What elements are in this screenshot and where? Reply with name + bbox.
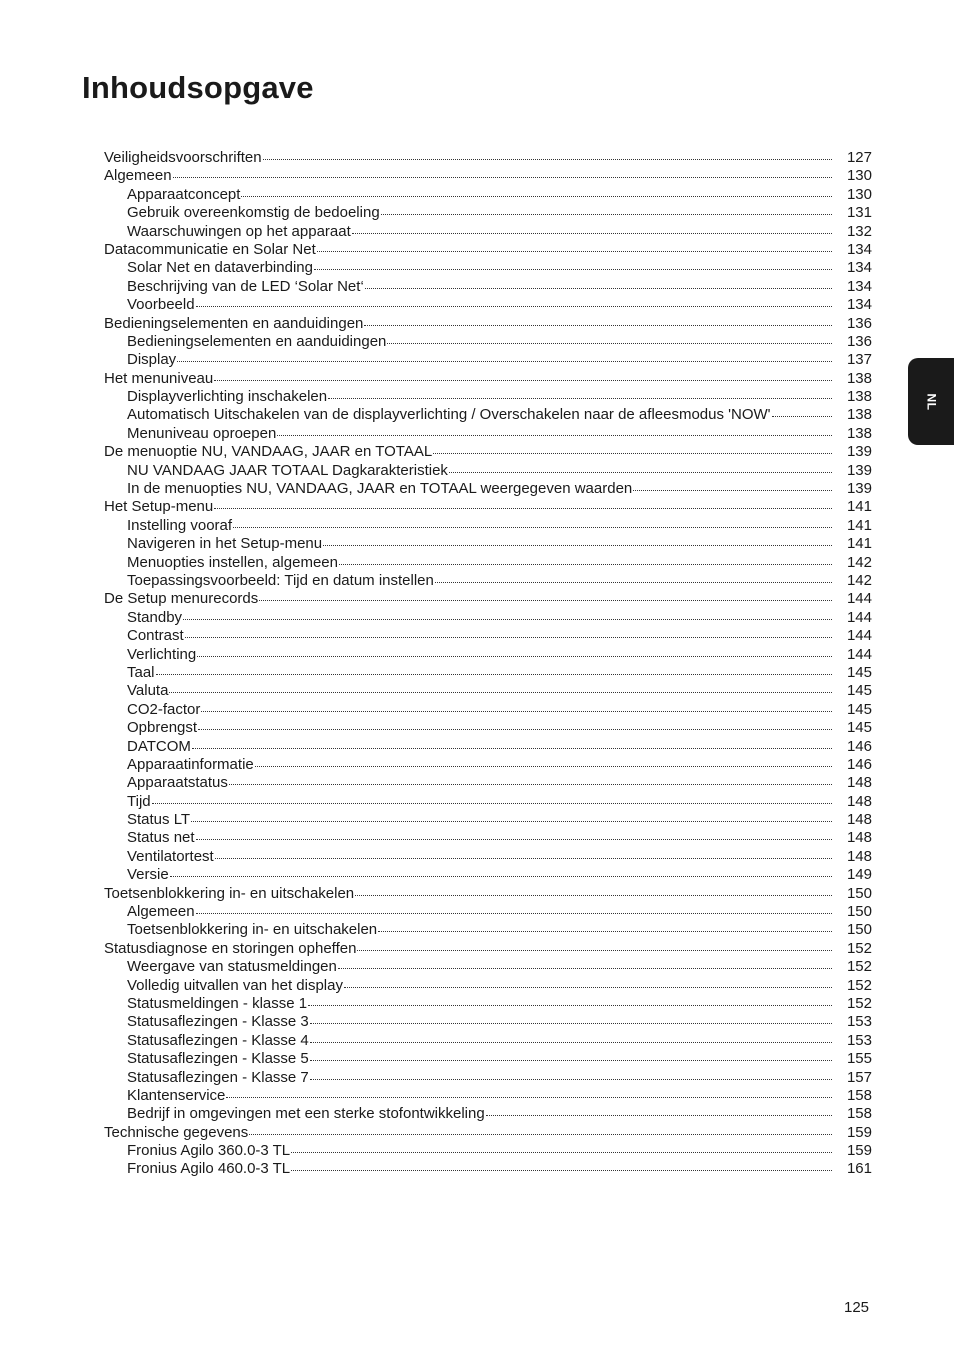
toc-entry-page: 138	[846, 369, 872, 387]
toc-entry-label: Menuniveau oproepen	[127, 424, 277, 442]
toc-entry-label: Het menuniveau	[104, 369, 214, 387]
toc-entry-label: Technische gegevens	[104, 1123, 249, 1141]
toc-subentry[interactable]	[104, 774, 872, 792]
toc-subentry[interactable]	[104, 958, 872, 976]
dot-leader	[255, 765, 832, 767]
dot-leader	[364, 324, 832, 326]
toc-subentry[interactable]	[104, 480, 872, 498]
toc-subentry[interactable]	[104, 204, 872, 222]
dot-leader	[259, 599, 832, 601]
toc-subentry[interactable]	[104, 1032, 872, 1050]
toc-entry-label: Klantenservice	[127, 1086, 226, 1104]
toc-subentry[interactable]	[104, 259, 872, 277]
dot-leader	[352, 232, 832, 234]
toc-entry-page: 152	[846, 958, 872, 976]
toc-entry-page: 131	[846, 204, 872, 222]
toc-subentry[interactable]	[104, 554, 872, 572]
toc-entry-label: Voorbeeld	[127, 296, 195, 314]
dot-leader	[201, 710, 832, 712]
dot-leader	[772, 415, 832, 417]
toc-entry-label: Beschrijving van de LED ‘Solar Net‘	[127, 277, 364, 295]
toc-entry-page: 145	[846, 682, 872, 700]
toc-subentry[interactable]	[104, 756, 872, 774]
dot-leader	[387, 342, 832, 344]
toc-entry-label: In de menuopties NU, VANDAAG, JAAR en TOTAAL weergegeven waarden	[127, 480, 633, 498]
toc-entry-page: 146	[846, 755, 872, 773]
toc-entry-label: Menuopties instellen, algemeen	[127, 553, 338, 571]
toc-subentry[interactable]	[104, 719, 872, 737]
toc-subentry[interactable]	[104, 223, 872, 241]
toc-entry-page: 138	[846, 406, 872, 424]
toc-entry-label: Verlichting	[127, 645, 197, 663]
toc-subentry[interactable]	[104, 186, 872, 204]
toc-entry-page: 134	[846, 259, 872, 277]
dot-leader	[214, 379, 832, 381]
toc-entry[interactable]	[104, 498, 872, 516]
toc-entry-page: 134	[846, 277, 872, 295]
toc-entry-label: Toetsenblokkering in- en uitschakelen	[127, 921, 378, 939]
dot-leader	[215, 857, 832, 859]
toc-subentry[interactable]	[104, 1050, 872, 1068]
toc-entry-label: Instelling vooraf	[127, 516, 233, 534]
dot-leader	[185, 636, 832, 638]
toc-subentry[interactable]	[104, 1160, 872, 1178]
toc-entry-label: Ventilatortest	[127, 847, 214, 865]
toc-entry-page: 148	[846, 847, 872, 865]
toc-entry-label: Apparaatinformatie	[127, 755, 254, 773]
dot-leader	[308, 1004, 832, 1006]
toc-entry-label: Weergave van statusmeldingen	[127, 958, 337, 976]
toc-subentry[interactable]	[104, 1069, 872, 1087]
toc-entry-page: 141	[846, 535, 872, 553]
toc-entry[interactable]	[104, 1124, 872, 1142]
toc-subentry[interactable]	[104, 627, 872, 645]
dot-leader	[196, 912, 832, 914]
dot-leader	[277, 434, 832, 436]
toc-entry-label: Gebruik overeenkomstig de bedoeling	[127, 204, 380, 222]
toc-subentry[interactable]	[104, 388, 872, 406]
dot-leader	[357, 949, 832, 951]
toc-entry-page: 144	[846, 590, 872, 608]
toc-entry-label: Automatisch Uitschakelen van de displayverlichting / Overschakelen naar de afleesmodus 'NOW'	[127, 406, 771, 424]
toc-entry-label: Algemeen	[127, 903, 195, 921]
toc-entry-page: 127	[846, 149, 872, 166]
dot-leader	[170, 875, 832, 877]
toc-entry-page: 150	[846, 884, 872, 902]
toc-entry-page: 141	[846, 516, 872, 534]
toc-entry[interactable]	[104, 940, 872, 958]
toc-entry[interactable]	[104, 590, 872, 608]
dot-leader	[291, 1151, 832, 1153]
toc-entry-label: Apparaatstatus	[127, 774, 228, 792]
toc-subentry[interactable]	[104, 517, 872, 535]
toc-subentry[interactable]	[104, 1142, 872, 1160]
toc-entry-label: Statusmeldingen - klasse 1	[127, 994, 308, 1012]
toc-entry-label: Fronius Agilo 460.0-3 TL	[127, 1160, 291, 1178]
toc-entry-label: Statusaflezingen - Klasse 7	[127, 1068, 309, 1086]
toc-entry-page: 137	[846, 351, 872, 369]
dot-leader	[486, 1114, 832, 1116]
toc-entry-label: Veiligheidsvoorschriften	[104, 149, 262, 166]
toc-entry-page: 139	[846, 480, 872, 498]
dot-leader	[317, 250, 832, 252]
toc-entry-label: Valuta	[127, 682, 169, 700]
toc-entry-page: 148	[846, 774, 872, 792]
toc-entry-label: Status net	[127, 829, 195, 847]
toc-subentry[interactable]	[104, 535, 872, 553]
dot-leader	[249, 1133, 832, 1135]
toc-subentry[interactable]	[104, 738, 872, 756]
toc-entry-label: NU VANDAAG JAAR TOTAAL Dagkarakteristiek	[127, 461, 448, 479]
toc-entry-page: 138	[846, 424, 872, 442]
toc-entry-page: 155	[846, 1050, 872, 1068]
dot-leader	[339, 563, 832, 565]
dot-leader	[378, 930, 832, 932]
toc-entry-page: 144	[846, 627, 872, 645]
toc-entry-label: Displayverlichting inschakelen	[127, 388, 328, 406]
dot-leader	[263, 158, 832, 160]
toc-entry-page: 145	[846, 663, 872, 681]
toc-entry-page: 159	[846, 1142, 872, 1160]
toc-entry-page: 149	[846, 866, 872, 884]
toc-subentry[interactable]	[104, 793, 872, 811]
dot-leader	[156, 673, 832, 675]
toc-entry-label: Fronius Agilo 360.0-3 TL	[127, 1142, 291, 1160]
toc-entry-page: 130	[846, 167, 872, 185]
dot-leader	[241, 195, 832, 197]
dot-leader	[291, 1169, 832, 1171]
toc-entry-label: Contrast	[127, 627, 184, 645]
toc-entry-label: De menuoptie NU, VANDAAG, JAAR en TOTAAL	[104, 443, 433, 461]
toc-entry-label: Bedrijf in omgevingen met een sterke stofontwikkeling	[127, 1105, 485, 1123]
dot-leader	[310, 1041, 832, 1043]
toc-entry-page: 145	[846, 700, 872, 718]
toc-entry-page: 142	[846, 553, 872, 571]
toc-subentry[interactable]	[104, 609, 872, 627]
dot-leader	[433, 452, 832, 454]
toc-entry-label: Toetsenblokkering in- en uitschakelen	[104, 884, 355, 902]
dot-leader	[323, 544, 832, 546]
toc-subentry[interactable]	[104, 1105, 872, 1123]
dot-leader	[310, 1078, 832, 1080]
dot-leader	[191, 820, 832, 822]
toc-entry-label: Tijd	[127, 792, 151, 810]
toc-entry-label: Statusaflezingen - Klasse 4	[127, 1031, 309, 1049]
language-tab	[908, 358, 954, 445]
dot-leader	[196, 838, 832, 840]
toc-subentry[interactable]	[104, 296, 872, 314]
toc-subentry[interactable]	[104, 995, 872, 1013]
toc-entry-page: 152	[846, 939, 872, 957]
toc-entry-label: Toepassingsvoorbeeld: Tijd en datum instellen	[127, 571, 434, 589]
toc-subentry[interactable]	[104, 351, 872, 369]
toc-entry-page: 159	[846, 1123, 872, 1141]
toc-entry-page: 153	[846, 1013, 872, 1031]
dot-leader	[198, 728, 832, 730]
toc-entry-page: 134	[846, 240, 872, 258]
toc-subentry[interactable]	[104, 664, 872, 682]
dot-leader	[183, 618, 832, 620]
toc-entry-page: 158	[846, 1105, 872, 1123]
toc-entry-label: Apparaatconcept	[127, 185, 241, 203]
dot-leader	[197, 655, 832, 657]
toc-entry-label: DATCOM	[127, 737, 191, 755]
dot-leader	[310, 1022, 832, 1024]
toc-entry-page: 152	[846, 976, 872, 994]
toc-entry-page: 153	[846, 1031, 872, 1049]
toc-entry[interactable]	[104, 370, 872, 388]
toc-entry-label: Display	[127, 351, 177, 369]
toc-entry-page: 161	[846, 1160, 872, 1178]
toc-entry[interactable]	[104, 149, 872, 167]
toc-subentry[interactable]	[104, 701, 872, 719]
dot-leader	[229, 783, 832, 785]
dot-leader	[344, 986, 832, 988]
toc-entry-page: 146	[846, 737, 872, 755]
dot-leader	[633, 489, 832, 491]
toc-entry-page: 145	[846, 719, 872, 737]
toc-entry-label: Solar Net en dataverbinding	[127, 259, 313, 277]
toc-entry-label: CO2-factor	[127, 700, 201, 718]
toc-subentry[interactable]	[104, 333, 872, 351]
dot-leader	[365, 287, 832, 289]
dot-leader	[226, 1096, 832, 1098]
toc-entry-page: 150	[846, 903, 872, 921]
toc-entry-label: Standby	[127, 608, 183, 626]
toc-entry-label: Statusdiagnose en storingen opheffen	[104, 939, 357, 957]
dot-leader	[355, 894, 832, 896]
toc-subentry[interactable]	[104, 921, 872, 939]
toc-entry-page: 134	[846, 296, 872, 314]
toc-entry-label: Algemeen	[104, 167, 172, 185]
toc-entry-page: 141	[846, 498, 872, 516]
dot-leader	[214, 507, 832, 509]
toc-entry-page: 144	[846, 645, 872, 663]
toc-entry-page: 132	[846, 222, 872, 240]
toc-entry-label: Versie	[127, 866, 169, 884]
toc-entry-page: 157	[846, 1068, 872, 1086]
table-of-contents	[104, 149, 872, 1179]
toc-subentry[interactable]	[104, 462, 872, 480]
toc-entry-page: 148	[846, 792, 872, 810]
dot-leader	[435, 581, 832, 583]
dot-leader	[169, 691, 832, 693]
dot-leader	[310, 1059, 832, 1061]
toc-entry-page: 130	[846, 185, 872, 203]
toc-subentry[interactable]	[104, 572, 872, 590]
toc-entry-label: Het Setup-menu	[104, 498, 214, 516]
dot-leader	[192, 747, 832, 749]
toc-subentry[interactable]	[104, 1087, 872, 1105]
toc-entry[interactable]	[104, 167, 872, 185]
toc-subentry[interactable]	[104, 866, 872, 884]
toc-subentry[interactable]	[104, 406, 872, 424]
dot-leader	[173, 176, 832, 178]
dot-leader	[177, 360, 832, 362]
toc-subentry[interactable]	[104, 1013, 872, 1031]
toc-subentry[interactable]	[104, 425, 872, 443]
toc-entry-page: 152	[846, 994, 872, 1012]
toc-entry-page: 142	[846, 571, 872, 589]
toc-entry-label: Bedieningselementen en aanduidingen	[127, 332, 387, 350]
toc-entry-label: De Setup menurecords	[104, 590, 259, 608]
toc-entry-label: Statusaflezingen - Klasse 3	[127, 1013, 309, 1031]
toc-subentry[interactable]	[104, 977, 872, 995]
toc-entry-label: Navigeren in het Setup-menu	[127, 535, 323, 553]
toc-entry-page: 138	[846, 388, 872, 406]
dot-leader	[314, 268, 832, 270]
toc-subentry[interactable]	[104, 278, 872, 296]
toc-entry-page: 136	[846, 314, 872, 332]
toc-subentry[interactable]	[104, 811, 872, 829]
toc-subentry[interactable]	[104, 829, 872, 847]
toc-entry-page: 136	[846, 332, 872, 350]
toc-entry-label: Bedieningselementen en aanduidingen	[104, 314, 364, 332]
toc-entry-label: Statusaflezingen - Klasse 5	[127, 1050, 309, 1068]
toc-entry-page: 150	[846, 921, 872, 939]
toc-entry[interactable]	[104, 885, 872, 903]
dot-leader	[328, 397, 832, 399]
page-number: 125	[844, 1299, 870, 1316]
toc-entry[interactable]	[104, 443, 872, 461]
dot-leader	[196, 305, 832, 307]
page-title: Inhoudsopgave	[82, 70, 314, 105]
toc-entry-page: 148	[846, 829, 872, 847]
toc-subentry[interactable]	[104, 682, 872, 700]
toc-entry-label: Waarschuwingen op het apparaat	[127, 222, 351, 240]
toc-entry-label: Taal	[127, 663, 155, 681]
toc-entry-page: 144	[846, 608, 872, 626]
toc-entry-label: Volledig uitvallen van het display	[127, 976, 343, 994]
toc-entry-label: Status LT	[127, 811, 191, 829]
dot-leader	[338, 967, 832, 969]
language-tab-label: NL	[924, 393, 938, 410]
toc-entry[interactable]	[104, 241, 872, 259]
dot-leader	[152, 802, 832, 804]
dot-leader	[381, 213, 832, 215]
toc-entry-label: Opbrengst	[127, 719, 198, 737]
toc-subentry[interactable]	[104, 848, 872, 866]
toc-entry[interactable]	[104, 315, 872, 333]
dot-leader	[449, 471, 832, 473]
toc-subentry[interactable]	[104, 903, 872, 921]
toc-entry-page: 139	[846, 461, 872, 479]
toc-entry-page: 148	[846, 811, 872, 829]
toc-subentry[interactable]	[104, 646, 872, 664]
dot-leader	[233, 526, 832, 528]
toc-entry-page: 139	[846, 443, 872, 461]
toc-entry-page: 158	[846, 1086, 872, 1104]
toc-entry-label: Datacommunicatie en Solar Net	[104, 240, 316, 258]
